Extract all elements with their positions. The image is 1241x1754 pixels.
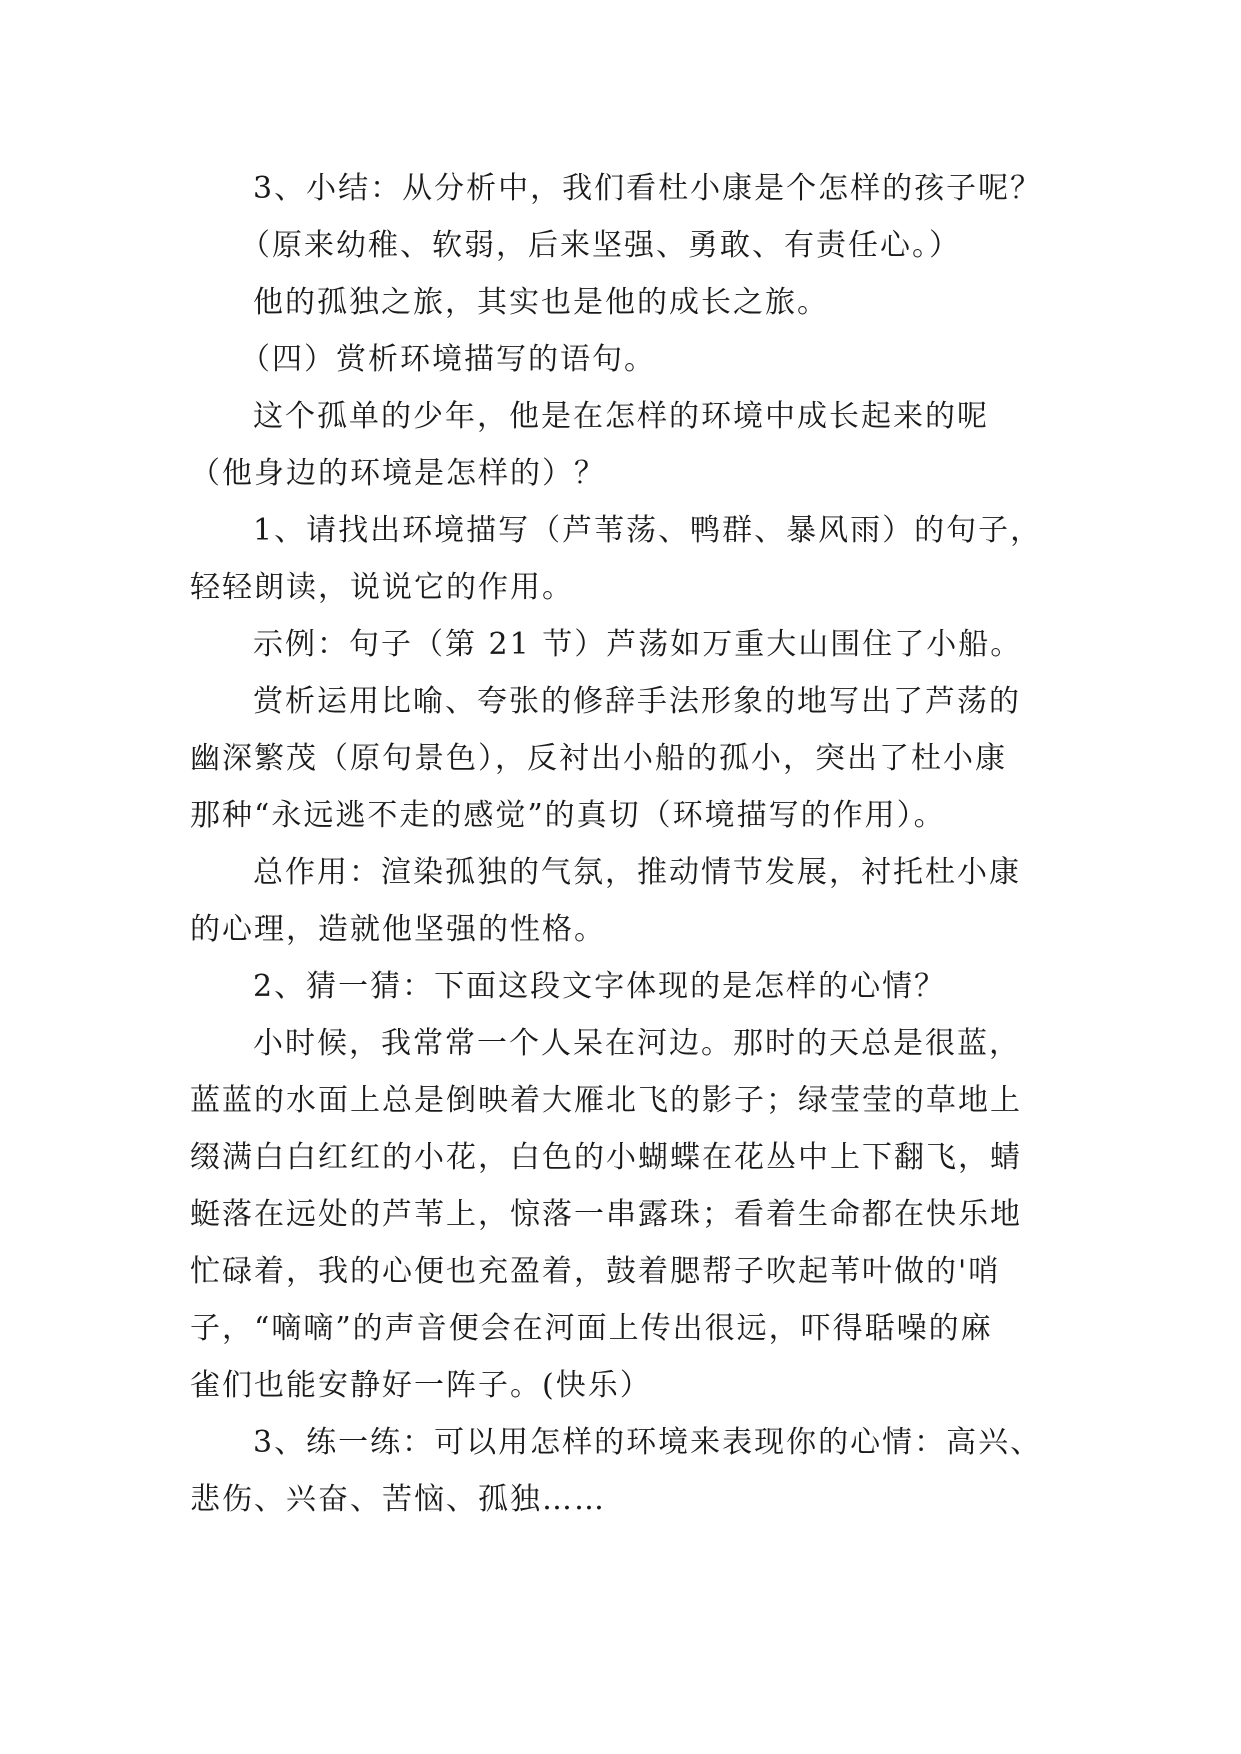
paragraph-line: 3、练一练：可以用怎样的环境来表现你的心情：高兴、 bbox=[253, 1425, 1043, 1460]
paragraph-line: 他的孤独之旅，其实也是他的成长之旅。 bbox=[253, 285, 829, 320]
passage-line: 缀满白白红红的小花，白色的小蝴蝶在花丛中上下翻飞，蜻 bbox=[190, 1140, 1022, 1175]
paragraph-line: 总作用：渲染孤独的气氛，推动情节发展，衬托杜小康 bbox=[253, 855, 1021, 890]
paragraph-line: 1、请找出环境描写（芦苇荡、鸭群、暴风雨）的句子， bbox=[253, 513, 1043, 548]
paragraph-line: 这个孤单的少年，他是在怎样的环境中成长起来的呢 bbox=[253, 399, 989, 434]
passage-line: 蓝蓝的水面上总是倒映着大雁北飞的影子；绿莹莹的草地上 bbox=[190, 1083, 1022, 1118]
paragraph-line: 的心理，造就他坚强的性格。 bbox=[190, 912, 606, 947]
paragraph-line: 悲伤、兴奋、苦恼、孤独…… bbox=[190, 1482, 606, 1517]
summary-question: 3、小结：从分析中，我们看杜小康是个怎样的孩子呢？ bbox=[253, 171, 1043, 206]
paragraph-line: 幽深繁茂（原句景色），反衬出小船的孤小，突出了杜小康 bbox=[190, 741, 1007, 776]
paragraph-line: 那种“永远逃不走的感觉”的真切（环境描写的作用）。 bbox=[190, 798, 946, 833]
paragraph-line: 赏析运用比喻、夸张的修辞手法形象的地写出了芦荡的 bbox=[253, 684, 1021, 719]
passage-line: 忙碌着，我的心便也充盈着，鼓着腮帮子吹起苇叶做的'哨 bbox=[190, 1254, 1001, 1289]
summary-answer: （原来幼稚、软弱，后来坚强、勇敢、有责任心。） bbox=[240, 228, 961, 263]
paragraph-line: （他身边的环境是怎样的）？ bbox=[190, 456, 606, 491]
passage-line: 蜓落在远处的芦苇上，惊落一串露珠；看着生命都在快乐地 bbox=[190, 1197, 1022, 1232]
paragraph-line: 轻轻朗读，说说它的作用。 bbox=[190, 570, 574, 605]
passage-line: 雀们也能安静好一阵子。(快乐） bbox=[190, 1368, 652, 1403]
example-line: 示例：句子（第 21 节）芦荡如万重大山围住了小船。 bbox=[253, 627, 1023, 662]
section-heading: （四）赏析环境描写的语句。 bbox=[240, 342, 656, 377]
passage-line: 子，“嘀嘀”的声音便会在河面上传出很远，吓得聒噪的麻 bbox=[190, 1311, 993, 1346]
paragraph-line: 2、猜一猜：下面这段文字体现的是怎样的心情？ bbox=[253, 969, 947, 1004]
passage-line: 小时候，我常常一个人呆在河边。那时的天总是很蓝， bbox=[253, 1026, 1021, 1061]
